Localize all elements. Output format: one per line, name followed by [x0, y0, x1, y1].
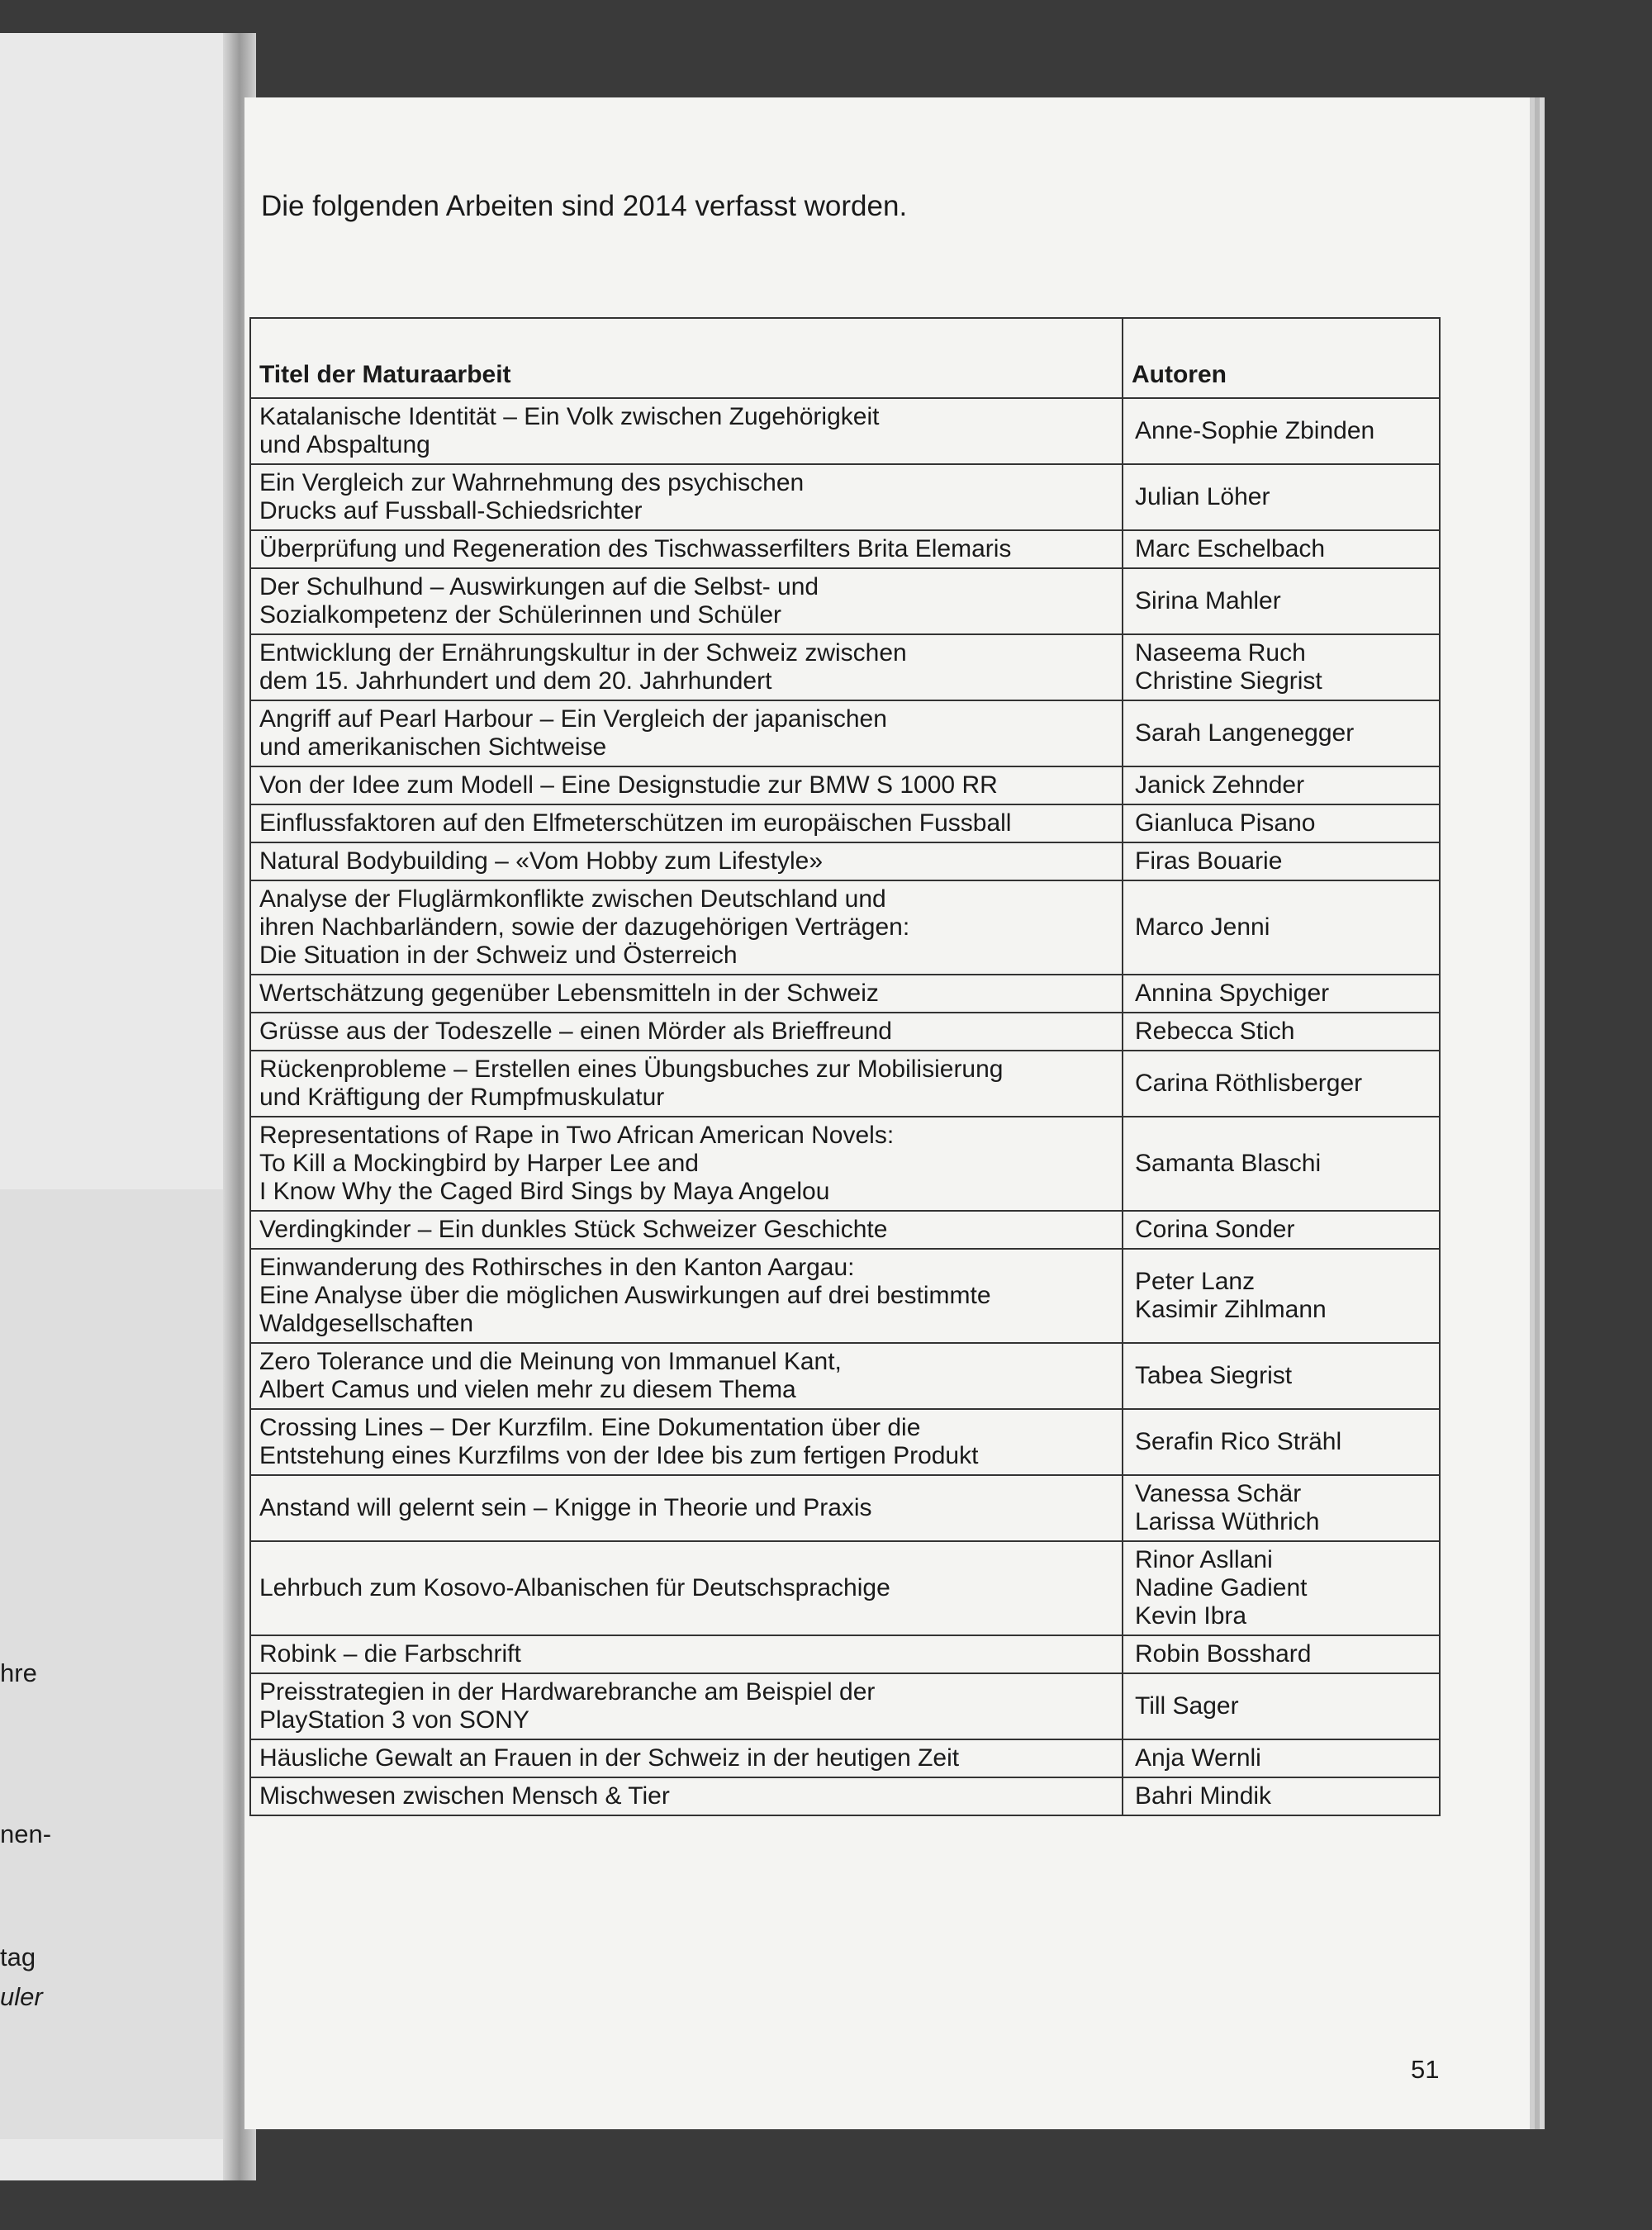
title-cell — [250, 1249, 1123, 1343]
title-line: und amerikanischen Sichtweise — [259, 733, 607, 761]
table-row — [250, 464, 1440, 530]
page-number: 51 — [1411, 2055, 1440, 2084]
table-row — [250, 530, 1440, 568]
author-name: Naseema Ruch — [1135, 639, 1306, 667]
table-row — [250, 1541, 1440, 1635]
title-line: Angriff auf Pearl Harbour – Ein Vergleich der japanischen — [259, 705, 887, 733]
title-line: I Know Why the Caged Bird Sings by Maya Angelou — [259, 1178, 830, 1205]
left-page-fragment: uler — [0, 1982, 43, 2011]
table-row — [250, 398, 1440, 464]
authors-cell — [1123, 1013, 1440, 1051]
title-line: Waldgesellschaften — [259, 1310, 474, 1337]
author-name: Sirina Mahler — [1135, 587, 1281, 614]
title-line: Von der Idee zum Modell – Eine Designstudie zur BMW S 1000 RR — [259, 771, 998, 799]
table-row — [250, 1475, 1440, 1541]
authors-cell — [1123, 398, 1440, 464]
author-name: Samanta Blaschi — [1135, 1150, 1322, 1177]
author-name: Sarah Langenegger — [1135, 719, 1355, 747]
author-name: Marc Eschelbach — [1135, 535, 1326, 562]
table-row — [250, 1777, 1440, 1815]
author-name: Kevin Ibra — [1135, 1602, 1247, 1630]
table-row — [250, 880, 1440, 975]
maturaarbeiten-table — [249, 317, 1441, 1816]
header-title: Titel der Maturaarbeit — [250, 318, 1123, 398]
left-page — [0, 33, 248, 2180]
title-line: Preisstrategien in der Hardwarebranche am Beispiel der — [259, 1678, 876, 1706]
authors-cell — [1123, 700, 1440, 766]
table-row — [250, 1635, 1440, 1673]
author-name: Till Sager — [1135, 1692, 1239, 1720]
author-name: Nadine Gadient — [1135, 1574, 1308, 1601]
author-name: Kasimir Zihlmann — [1135, 1296, 1327, 1323]
title-cell — [250, 1117, 1123, 1211]
title-cell — [250, 700, 1123, 766]
table-row — [250, 1343, 1440, 1409]
title-cell — [250, 1475, 1123, 1541]
authors-cell — [1123, 1249, 1440, 1343]
author-name: Larissa Wüthrich — [1135, 1508, 1320, 1535]
title-cell — [250, 634, 1123, 700]
authors-cell — [1123, 1541, 1440, 1635]
authors-cell — [1123, 1635, 1440, 1673]
table-row — [250, 1249, 1440, 1343]
table-row — [250, 1013, 1440, 1051]
title-line: Rückenprobleme – Erstellen eines Übungsbuches zur Mobilisierung — [259, 1056, 1004, 1083]
title-line: Verdingkinder – Ein dunkles Stück Schweizer Geschichte — [259, 1216, 888, 1243]
title-line: Lehrbuch zum Kosovo-Albanischen für Deutschsprachige — [259, 1574, 890, 1601]
title-cell — [250, 568, 1123, 634]
title-line: Entstehung eines Kurzfilms von der Idee bis zum fertigen Produkt — [259, 1442, 979, 1469]
title-line: Anstand will gelernt sein – Knigge in Theorie und Praxis — [259, 1494, 872, 1521]
author-name: Tabea Siegrist — [1135, 1362, 1293, 1389]
author-name: Bahri Mindik — [1135, 1782, 1272, 1810]
authors-cell — [1123, 1475, 1440, 1541]
authors-cell — [1123, 880, 1440, 975]
authors-cell — [1123, 464, 1440, 530]
table-row — [250, 700, 1440, 766]
title-line: Representations of Rape in Two African American Novels: — [259, 1122, 895, 1149]
header-authors: Autoren — [1123, 318, 1440, 398]
title-line: Katalanische Identität – Ein Volk zwischen Zugehörigkeit — [259, 403, 880, 430]
author-name: Rinor Asllani — [1135, 1546, 1273, 1573]
authors-cell — [1123, 804, 1440, 842]
author-name: Robin Bosshard — [1135, 1640, 1312, 1668]
left-page-fragment: nen- — [0, 1820, 52, 1848]
title-line: und Abspaltung — [259, 431, 430, 458]
authors-cell — [1123, 1211, 1440, 1249]
author-name: Rebecca Stich — [1135, 1018, 1295, 1045]
left-page-fragment: hre — [0, 1658, 37, 1687]
title-line: PlayStation 3 von SONY — [259, 1706, 529, 1734]
title-line: Analyse der Fluglärmkonflikte zwischen Deutschland und — [259, 885, 886, 913]
title-line: Grüsse aus der Todeszelle – einen Mörder als Brieffreund — [259, 1018, 892, 1045]
table-row — [250, 842, 1440, 880]
table-header-row — [250, 318, 1440, 398]
title-cell — [250, 842, 1123, 880]
title-line: Die Situation in der Schweiz und Österreich — [259, 942, 738, 969]
title-line: Der Schulhund – Auswirkungen auf die Selbst- und — [259, 573, 819, 600]
table-row — [250, 1117, 1440, 1211]
title-cell — [250, 766, 1123, 804]
title-cell — [250, 1739, 1123, 1777]
title-cell — [250, 804, 1123, 842]
title-cell — [250, 880, 1123, 975]
intro-text: Die folgenden Arbeiten sind 2014 verfasst worden. — [261, 190, 908, 222]
title-line: Natural Bodybuilding – «Vom Hobby zum Lifestyle» — [259, 847, 824, 875]
table-row — [250, 1051, 1440, 1117]
title-line: Einwanderung des Rothirsches in den Kanton Aargau: — [259, 1254, 855, 1281]
title-line: Eine Analyse über die möglichen Auswirkungen auf drei bestimmte — [259, 1282, 991, 1309]
table-row — [250, 766, 1440, 804]
right-page — [244, 97, 1530, 2129]
title-cell — [250, 464, 1123, 530]
authors-cell — [1123, 1117, 1440, 1211]
author-name: Marco Jenni — [1135, 913, 1270, 941]
title-line: Entwicklung der Ernährungskultur in der Schweiz zwischen — [259, 639, 907, 667]
title-line: Robink – die Farbschrift — [259, 1640, 521, 1668]
authors-cell — [1123, 975, 1440, 1013]
title-line: und Kräftigung der Rumpfmuskulatur — [259, 1084, 665, 1111]
authors-cell — [1123, 1409, 1440, 1475]
title-line: Mischwesen zwischen Mensch & Tier — [259, 1782, 670, 1810]
title-line: ihren Nachbarländern, sowie der dazugehörigen Verträgen: — [259, 913, 910, 941]
authors-cell — [1123, 1777, 1440, 1815]
title-cell — [250, 1051, 1123, 1117]
authors-cell — [1123, 842, 1440, 880]
title-cell — [250, 1673, 1123, 1739]
author-name: Annina Spychiger — [1135, 980, 1330, 1007]
author-name: Christine Siegrist — [1135, 667, 1322, 695]
table-row — [250, 1673, 1440, 1739]
authors-cell — [1123, 634, 1440, 700]
table-row — [250, 1409, 1440, 1475]
author-name: Anja Wernli — [1135, 1744, 1261, 1772]
title-cell — [250, 398, 1123, 464]
author-name: Peter Lanz — [1135, 1268, 1256, 1295]
author-name: Vanessa Schär — [1135, 1480, 1302, 1507]
authors-cell — [1123, 530, 1440, 568]
author-name: Corina Sonder — [1135, 1216, 1295, 1243]
authors-cell — [1123, 568, 1440, 634]
title-line: Albert Camus und vielen mehr zu diesem Thema — [259, 1376, 796, 1403]
table-row — [250, 568, 1440, 634]
title-line: Häusliche Gewalt an Frauen in der Schweiz in der heutigen Zeit — [259, 1744, 960, 1772]
title-cell — [250, 1211, 1123, 1249]
title-cell — [250, 530, 1123, 568]
author-name: Serafin Rico Strähl — [1135, 1428, 1342, 1455]
title-line: Ein Vergleich zur Wahrnehmung des psychischen — [259, 469, 805, 496]
author-name: Gianluca Pisano — [1135, 809, 1316, 837]
title-line: Crossing Lines – Der Kurzfilm. Eine Dokumentation über die — [259, 1414, 921, 1441]
authors-cell — [1123, 766, 1440, 804]
authors-cell — [1123, 1739, 1440, 1777]
title-line: dem 15. Jahrhundert und dem 20. Jahrhundert — [259, 667, 772, 695]
table-row — [250, 1739, 1440, 1777]
title-cell — [250, 975, 1123, 1013]
author-name: Julian Löher — [1135, 483, 1270, 510]
title-cell — [250, 1541, 1123, 1635]
title-line: Sozialkompetenz der Schülerinnen und Schüler — [259, 601, 782, 629]
authors-cell — [1123, 1673, 1440, 1739]
table-row — [250, 1211, 1440, 1249]
title-cell — [250, 1013, 1123, 1051]
title-line: To Kill a Mockingbird by Harper Lee and — [259, 1150, 699, 1177]
authors-cell — [1123, 1051, 1440, 1117]
title-line: Einflussfaktoren auf den Elfmeterschützen im europäischen Fussball — [259, 809, 1012, 837]
table-row — [250, 804, 1440, 842]
title-cell — [250, 1777, 1123, 1815]
title-line: Überprüfung und Regeneration des Tischwasserfilters Brita Elemaris — [259, 535, 1012, 562]
author-name: Carina Röthlisberger — [1135, 1070, 1363, 1097]
title-cell — [250, 1343, 1123, 1409]
table-row — [250, 975, 1440, 1013]
table-row — [250, 634, 1440, 700]
title-line: Zero Tolerance und die Meinung von Immanuel Kant, — [259, 1348, 842, 1375]
title-line: Drucks auf Fussball-Schiedsrichter — [259, 497, 643, 524]
title-cell — [250, 1635, 1123, 1673]
title-line: Wertschätzung gegenüber Lebensmitteln in der Schweiz — [259, 980, 879, 1007]
author-name: Janick Zehnder — [1135, 771, 1305, 799]
authors-cell — [1123, 1343, 1440, 1409]
author-name: Anne-Sophie Zbinden — [1135, 417, 1375, 444]
left-page-fragment: tag — [0, 1943, 36, 1971]
author-name: Firas Bouarie — [1135, 847, 1283, 875]
title-cell — [250, 1409, 1123, 1475]
